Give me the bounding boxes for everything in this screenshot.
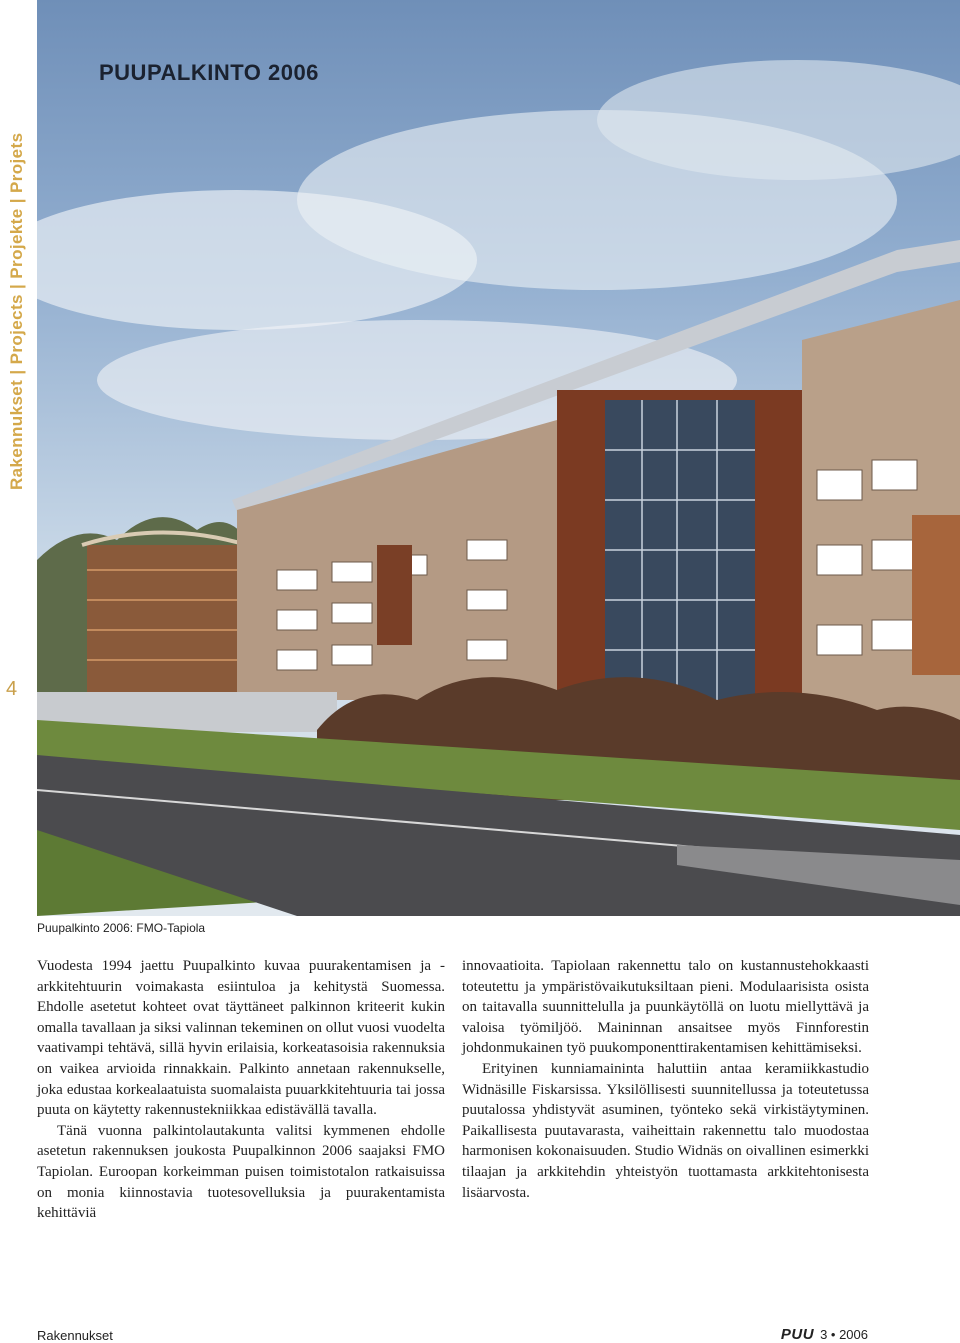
paragraph: Vuodesta 1994 jaettu Puupalkinto kuvaa puurakentamisen ja -arkkitehtuurin voimakasta esiintuloa ja kehitystä Suomessa. Ehdolle asetetut kohteet ovat täyttäneet palkinnon kriteerit kukin omalla tavallaan ja siksi valinnan tekeminen on ollut vuosi vuodelta vaativampi tehtävä, sillä hyvin erilaisia, korkeatasoisia rakennuksia on vaikea arvioida rinnakkain. Palkinto annetaan rakennukselle, joka edustaa korkealaatuista suomalaista puuarkkitehtuuria tai jossa puuta on käytetty rakennustekniikkaa edistävällä tavalla. bbox=[37, 958, 445, 1119]
footer-section: Rakennukset bbox=[37, 1328, 113, 1343]
section-tab-label: Rakennukset | Projects | Projekte | Projets bbox=[7, 132, 26, 490]
body-column-left bbox=[37, 956, 445, 1224]
side-band bbox=[0, 0, 34, 920]
paragraph: Tänä vuonna palkintolautakunta valitsi kymmenen ehdolle asetetun rakennuksen joukosta Puupalkinnon 2006 saajaksi FMO Tapiolan. Euroopan korkeimman puisen toimistotalon ratkaisuissa on monia kiinnostavia tuotesovelluksia ja puurakentamista kehittäviä bbox=[37, 1122, 445, 1222]
paragraph: Erityinen kunniamaininta haluttiin antaa keramiikkastudio Widnäsille Fiskarsissa. Yksilöllisesti suunnitellussa ja toteutetussa puutalossa yhdistyvät asuminen, työnteko sekä virkistäytyminen. Paikallisesta puutavarasta, vaiheittain rakennettu talo muodostaa harmonisen kokonaisuuden. Studio Widnäs on oivallinen esimerkki tilaajan ja arkkitehdin yhteistyön tuottamasta arkkitehtonisesta lisäarvosta. bbox=[462, 1060, 869, 1201]
photo-caption: Puupalkinto 2006: FMO-Tapiola bbox=[37, 921, 206, 935]
paragraph: innovaatioita. Tapiolaan rakennettu talo on kustannustehokkaasti toteutettu ja ympäristövaikutuksiltaan pieni. Modulaarisista osista on taitavalla suunnittelulla ja puunkäytöllä on luotu miellyttävä ja valoisa työmiljöö. Maininnan ansaitsee myös Finnforestin johdonmukainen työ puukomponenttirakentamisen kehittämiseksi. bbox=[462, 958, 869, 1057]
building-illustration bbox=[37, 0, 960, 916]
magazine-logo: PUU bbox=[780, 1326, 815, 1343]
body-column-right bbox=[462, 956, 869, 1203]
page-number: 4 bbox=[6, 678, 18, 700]
photo-headline: PUUPALKINTO 2006 bbox=[99, 60, 319, 85]
issue-number: 3 • 2006 bbox=[820, 1327, 868, 1342]
footer-issue bbox=[781, 1326, 868, 1343]
building-photo bbox=[37, 0, 960, 916]
